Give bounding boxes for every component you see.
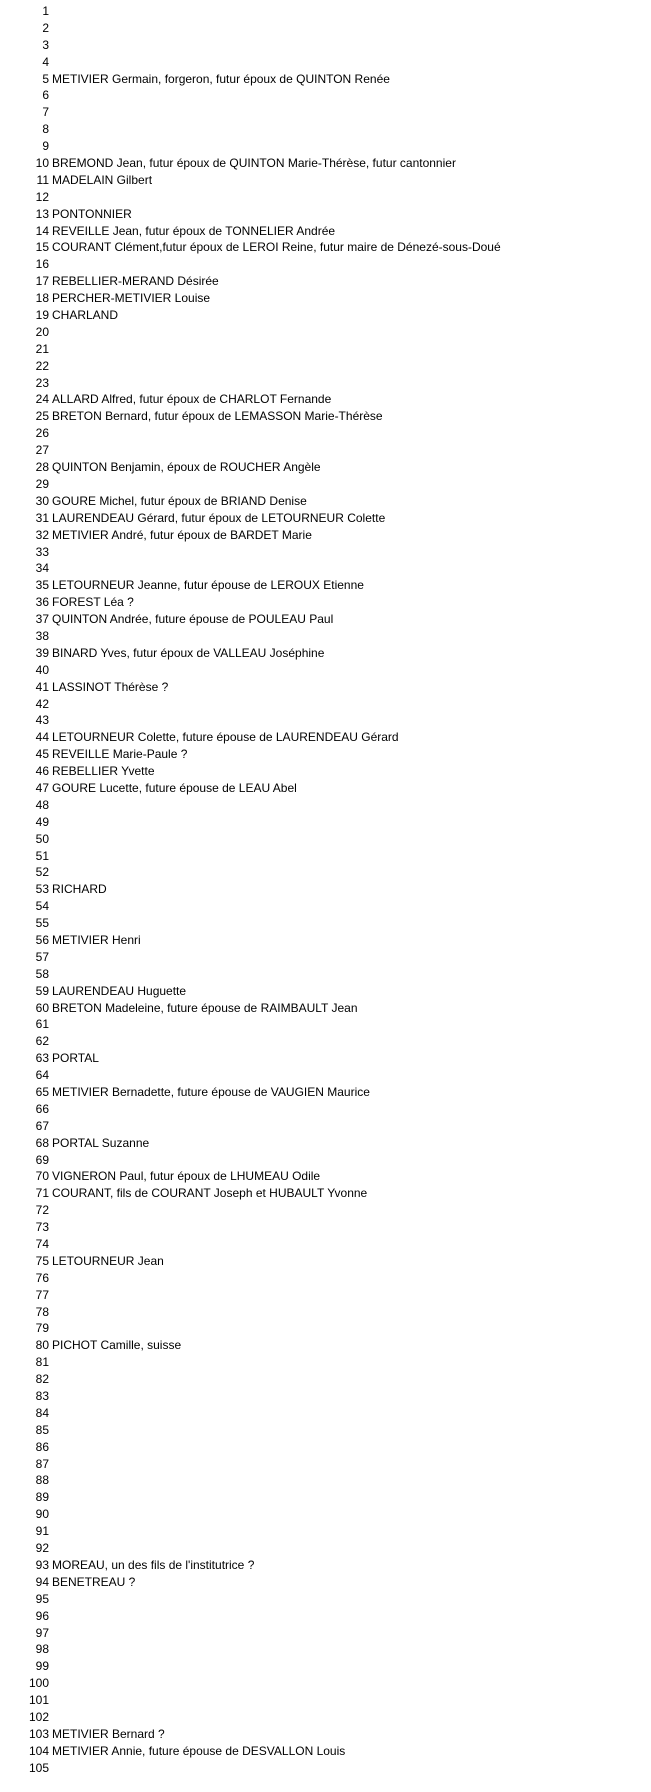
list-row: [0, 881, 651, 898]
row-number: 39: [35, 645, 49, 660]
row-entry-text: MOREAU, un des fils de l'institutrice ?: [52, 1557, 255, 1572]
list-row: [0, 1709, 651, 1726]
list-row: [0, 375, 651, 392]
row-number: 66: [35, 1101, 49, 1116]
row-number: 61: [35, 1017, 49, 1032]
list-row: [0, 1608, 651, 1625]
row-number: 43: [35, 713, 49, 728]
list-row: [0, 510, 651, 527]
list-row: [0, 831, 651, 848]
row-number: 62: [35, 1034, 49, 1049]
row-number: 4: [42, 54, 49, 69]
row-number: 15: [35, 240, 49, 255]
row-number: 3: [42, 37, 49, 52]
list-row: [0, 712, 651, 729]
row-number: 98: [35, 1642, 49, 1657]
row-entry-text: LAURENDEAU Gérard, futur époux de LETOURNEUR Colette: [52, 510, 386, 525]
list-row: [0, 391, 651, 408]
row-entry-text: REBELLIER-MERAND Désirée: [52, 274, 219, 289]
row-entry-text: QUINTON Benjamin, époux de ROUCHER Angèle: [52, 460, 321, 475]
row-number: 96: [35, 1608, 49, 1623]
list-row: [0, 966, 651, 983]
row-number: 82: [35, 1372, 49, 1387]
row-number: 76: [35, 1270, 49, 1285]
row-number: 11: [36, 172, 49, 187]
row-number: 93: [35, 1557, 49, 1572]
row-number: 87: [35, 1456, 49, 1471]
list-row: [0, 1388, 651, 1405]
list-row: [0, 1253, 651, 1270]
list-row: [0, 459, 651, 476]
list-row: [0, 679, 651, 696]
list-row: [0, 1185, 651, 1202]
list-row: [0, 1692, 651, 1709]
list-row: [0, 206, 651, 223]
row-number: 13: [35, 206, 49, 221]
row-number: 25: [35, 409, 49, 424]
row-number: 36: [35, 595, 49, 610]
row-entry-text: METIVIER Bernard ?: [52, 1726, 165, 1741]
list-row: [0, 1168, 651, 1185]
row-number: 74: [35, 1237, 49, 1252]
list-row: [0, 87, 651, 104]
list-row: [0, 1641, 651, 1658]
list-row: [0, 324, 651, 341]
list-row: [0, 1033, 651, 1050]
row-number: 26: [35, 426, 49, 441]
row-entry-text: COURANT, fils de COURANT Joseph et HUBAULT Yvonne: [52, 1186, 368, 1201]
row-entry-text: REVEILLE Marie-Paule ?: [52, 747, 188, 762]
row-number: 34: [35, 561, 49, 576]
row-entry-text: BENETREAU ?: [52, 1574, 136, 1589]
list-row: [0, 138, 651, 155]
row-number: 84: [35, 1405, 49, 1420]
row-entry-text: COURANT Clément,futur époux de LEROI Reine, futur maire de Dénezé-sous-Doué: [52, 240, 501, 255]
list-row: [0, 746, 651, 763]
list-row: [0, 1489, 651, 1506]
row-number: 30: [35, 493, 49, 508]
list-row: [0, 1118, 651, 1135]
list-row: [0, 1506, 651, 1523]
row-number: 23: [35, 375, 49, 390]
list-row: [0, 1523, 651, 1540]
row-number: 16: [35, 257, 49, 272]
row-number: 29: [35, 476, 49, 491]
row-number: 40: [35, 662, 49, 677]
row-entry-text: PORTAL Suzanne: [52, 1135, 150, 1150]
row-number: 42: [35, 696, 49, 711]
list-row: [0, 408, 651, 425]
row-number: 88: [35, 1473, 49, 1488]
list-row: [0, 273, 651, 290]
list-row: [0, 1760, 651, 1777]
list-row: [0, 1084, 651, 1101]
row-number: 18: [35, 291, 49, 306]
row-number: 86: [35, 1439, 49, 1454]
list-row: [0, 20, 651, 37]
row-entry-text: GOURE Lucette, future épouse de LEAU Abel: [52, 780, 297, 795]
row-number: 54: [35, 899, 49, 914]
list-row: [0, 1135, 651, 1152]
row-number: 80: [35, 1338, 49, 1353]
list-row: [0, 864, 651, 881]
list-row: [0, 307, 651, 324]
row-number: 102: [28, 1709, 49, 1724]
row-number: 57: [35, 949, 49, 964]
list-row: [0, 1371, 651, 1388]
list-row: [0, 1658, 651, 1675]
row-entry-text: BREMOND Jean, futur époux de QUINTON Marie-Thérèse, futur cantonnier: [52, 156, 456, 171]
list-row: [0, 628, 651, 645]
list-row: [0, 476, 651, 493]
list-row: [0, 71, 651, 88]
list-row: [0, 493, 651, 510]
row-entry-text: ALLARD Alfred, futur époux de CHARLOT Fernande: [52, 392, 332, 407]
row-number: 104: [28, 1743, 49, 1758]
list-row: [0, 1067, 651, 1084]
row-number: 91: [35, 1524, 49, 1539]
row-number: 95: [35, 1591, 49, 1606]
row-number: 78: [35, 1304, 49, 1319]
list-row: [0, 189, 651, 206]
list-row: [0, 341, 651, 358]
list-row: [0, 155, 651, 172]
list-row: [0, 696, 651, 713]
list-row: [0, 358, 651, 375]
row-number: 47: [35, 780, 49, 795]
list-row: [0, 848, 651, 865]
list-row: [0, 814, 651, 831]
list-row: [0, 1320, 651, 1337]
row-number: 63: [35, 1051, 49, 1066]
row-number: 41: [35, 679, 49, 694]
row-number: 45: [35, 747, 49, 762]
row-number: 32: [35, 527, 49, 542]
list-row: [0, 121, 651, 138]
row-number: 37: [35, 612, 49, 627]
row-number: 85: [35, 1422, 49, 1437]
row-number: 6: [42, 88, 49, 103]
row-entry-text: METIVIER Germain, forgeron, futur époux de QUINTON Renée: [52, 71, 390, 86]
row-number: 105: [28, 1760, 49, 1775]
row-entry-text: PERCHER-METIVIER Louise: [52, 291, 211, 306]
row-number: 22: [35, 358, 49, 373]
list-row: [0, 577, 651, 594]
list-row: [0, 797, 651, 814]
list-row: [0, 594, 651, 611]
row-entry-text: LETOURNEUR Jeanne, futur épouse de LEROUX Etienne: [52, 578, 364, 593]
row-number: 67: [35, 1118, 49, 1133]
row-number: 31: [35, 510, 49, 525]
row-number: 24: [35, 392, 49, 407]
row-number: 28: [35, 460, 49, 475]
row-number: 38: [35, 628, 49, 643]
row-number: 52: [35, 865, 49, 880]
row-number: 10: [35, 156, 49, 171]
list-row: [0, 256, 651, 273]
row-entry-text: REVEILLE Jean, futur époux de TONNELIER Andrée: [52, 223, 336, 238]
row-number: 5: [42, 71, 49, 86]
row-entry-text: METIVIER Bernadette, future épouse de VAUGIEN Maurice: [52, 1085, 370, 1099]
list-row: [0, 915, 651, 932]
list-row: [0, 645, 651, 662]
row-number: 83: [35, 1389, 49, 1404]
list-row: [0, 1726, 651, 1743]
row-number: 56: [35, 932, 49, 947]
row-number: 14: [35, 223, 49, 238]
row-number: 59: [35, 983, 49, 998]
row-entry-text: MADELAIN Gilbert: [52, 172, 153, 187]
list-row: [0, 1743, 651, 1760]
row-number: 65: [35, 1085, 49, 1099]
list-row: [0, 780, 651, 797]
row-entry-text: QUINTON Andrée, future épouse de POULEAU Paul: [52, 612, 334, 627]
row-entry-text: BRETON Bernard, futur époux de LEMASSON Marie-Thérèse: [52, 409, 383, 424]
row-number: 1: [42, 4, 49, 18]
list-row: [0, 983, 651, 1000]
list-row: [0, 1472, 651, 1489]
numbered-name-list: [0, 3, 651, 1777]
row-number: 12: [35, 189, 49, 204]
row-entry-text: PORTAL: [52, 1051, 99, 1066]
row-number: 46: [35, 764, 49, 779]
row-entry-text: LAURENDEAU Huguette: [52, 983, 187, 998]
row-number: 72: [35, 1203, 49, 1218]
row-number: 71: [35, 1186, 49, 1201]
row-number: 55: [35, 916, 49, 931]
row-number: 70: [35, 1169, 49, 1184]
list-row: [0, 37, 651, 54]
row-number: 51: [35, 848, 49, 863]
row-number: 75: [35, 1253, 49, 1268]
row-number: 68: [35, 1135, 49, 1150]
row-number: 27: [35, 443, 49, 458]
list-row: [0, 1540, 651, 1557]
row-number: 97: [35, 1625, 49, 1640]
list-row: [0, 527, 651, 544]
row-number: 33: [35, 544, 49, 559]
list-row: [0, 1591, 651, 1608]
list-row: [0, 1016, 651, 1033]
row-entry-text: CHARLAND: [52, 308, 119, 323]
row-number: 100: [28, 1676, 49, 1691]
list-row: [0, 1236, 651, 1253]
list-row: [0, 1574, 651, 1591]
list-row: [0, 898, 651, 915]
row-entry-text: BRETON Madeleine, future épouse de RAIMBAULT Jean: [52, 1000, 358, 1015]
row-number: 19: [35, 308, 49, 323]
row-number: 79: [35, 1321, 49, 1336]
row-entry-text: REBELLIER Yvette: [52, 764, 155, 779]
list-row: [0, 1405, 651, 1422]
list-row: [0, 1000, 651, 1017]
list-row: [0, 611, 651, 628]
row-number: 21: [35, 341, 49, 356]
list-row: [0, 290, 651, 307]
row-entry-text: BINARD Yves, futur époux de VALLEAU Joséphine: [52, 645, 325, 660]
row-number: 60: [35, 1000, 49, 1015]
list-row: [0, 1101, 651, 1118]
row-entry-text: RICHARD: [52, 882, 107, 897]
row-entry-text: LETOURNEUR Jean: [52, 1253, 164, 1268]
row-entry-text: LETOURNEUR Colette, future épouse de LAURENDEAU Gérard: [52, 730, 399, 745]
list-row: [0, 560, 651, 577]
list-row: [0, 544, 651, 561]
row-number: 92: [35, 1541, 49, 1556]
list-row: [0, 763, 651, 780]
row-number: 50: [35, 831, 49, 846]
list-row: [0, 1337, 651, 1354]
list-row: [0, 442, 651, 459]
row-number: 73: [35, 1220, 49, 1235]
list-row: [0, 54, 651, 71]
list-row: [0, 425, 651, 442]
row-number: 58: [35, 966, 49, 981]
row-number: 101: [28, 1693, 49, 1708]
list-row: [0, 729, 651, 746]
list-row: [0, 1287, 651, 1304]
row-entry-text: PICHOT Camille, suisse: [52, 1338, 182, 1353]
list-row: [0, 1557, 651, 1574]
row-number: 44: [35, 730, 49, 745]
row-number: 69: [35, 1152, 49, 1167]
list-row: [0, 949, 651, 966]
list-row: [0, 1456, 651, 1473]
list-row: [0, 1050, 651, 1067]
row-number: 17: [35, 274, 49, 289]
row-number: 49: [35, 814, 49, 829]
row-entry-text: LASSINOT Thérèse ?: [52, 679, 169, 694]
row-number: 90: [35, 1507, 49, 1522]
row-number: 35: [35, 578, 49, 593]
list-row: [0, 662, 651, 679]
list-row: [0, 1675, 651, 1692]
row-entry-text: FOREST Léa ?: [52, 595, 134, 610]
list-row: [0, 1422, 651, 1439]
row-entry-text: GOURE Michel, futur époux de BRIAND Denise: [52, 493, 307, 508]
list-row: [0, 1219, 651, 1236]
list-row: [0, 1270, 651, 1287]
list-row: [0, 3, 651, 20]
row-number: 9: [42, 139, 49, 154]
row-entry-text: VIGNERON Paul, futur époux de LHUMEAU Odile: [52, 1169, 321, 1184]
list-row: [0, 1625, 651, 1642]
list-row: [0, 932, 651, 949]
row-number: 94: [35, 1574, 49, 1589]
row-entry-text: PONTONNIER: [52, 206, 132, 221]
list-row: [0, 1202, 651, 1219]
list-row: [0, 1354, 651, 1371]
row-number: 81: [35, 1355, 49, 1370]
list-row: [0, 104, 651, 121]
list-row: [0, 1304, 651, 1321]
row-number: 103: [28, 1726, 49, 1741]
list-row: [0, 239, 651, 256]
row-number: 20: [35, 324, 49, 339]
list-row: [0, 172, 651, 189]
row-number: 99: [35, 1659, 49, 1674]
row-number: 8: [42, 122, 49, 137]
row-number: 64: [35, 1068, 49, 1083]
row-entry-text: METIVIER Henri: [52, 932, 141, 947]
row-entry-text: METIVIER André, futur époux de BARDET Marie: [52, 527, 312, 542]
row-number: 48: [35, 797, 49, 812]
row-number: 77: [35, 1287, 49, 1302]
row-number: 7: [42, 105, 49, 120]
row-entry-text: METIVIER Annie, future épouse de DESVALLON Louis: [52, 1743, 346, 1758]
row-number: 89: [35, 1490, 49, 1505]
list-row: [0, 1152, 651, 1169]
list-row: [0, 223, 651, 240]
row-number: 2: [42, 20, 49, 35]
list-row: [0, 1439, 651, 1456]
row-number: 53: [35, 882, 49, 897]
